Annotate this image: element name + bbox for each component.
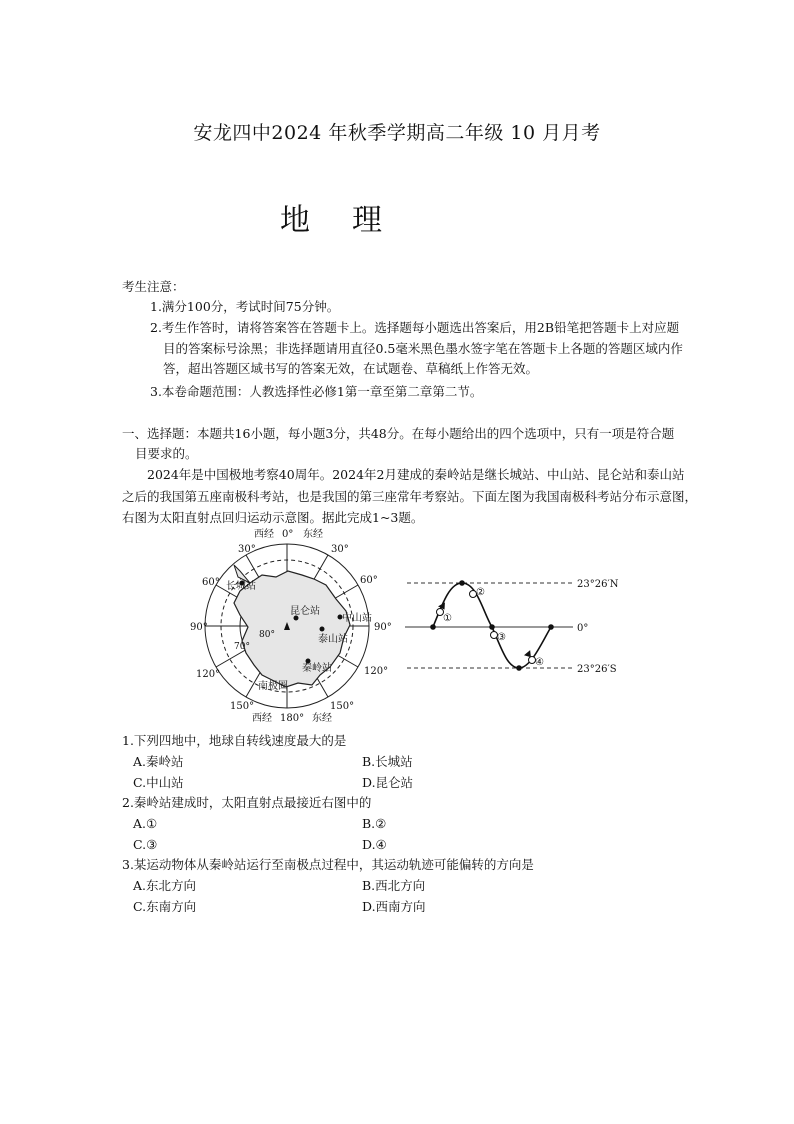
question-2-option-b[interactable]: B.② — [362, 816, 387, 831]
question-3-option-a[interactable]: A.东北方向 — [133, 878, 197, 893]
map-label-lat80: 80° — [259, 630, 275, 640]
point-3-label: ③ — [497, 632, 506, 643]
map-label-30w: 30° — [238, 544, 256, 555]
station-label-kunlun: 昆仑站 — [290, 606, 320, 617]
map-label-180: 180° — [280, 713, 305, 724]
label-23s: 23°26′S — [577, 664, 617, 675]
question-3-option-b[interactable]: B.西北方向 — [362, 878, 426, 893]
passage-line-3: 右图为太阳直射点回归运动示意图。据此完成1~3题。 — [122, 510, 424, 525]
question-2-stem: 2.秦岭站建成时，太阳直射点最接近右图中的 — [122, 795, 372, 810]
subsolar-point-chart — [405, 572, 670, 677]
label-23n: 23°26′N — [577, 579, 619, 590]
station-label-changcheng: 长城站 — [226, 581, 256, 592]
notice-item-1: 1.满分100分，考试时间75分钟。 — [150, 299, 340, 314]
station-label-qinling: 秦岭站 — [302, 663, 332, 674]
passage-line-2: 之后的我国第五座南极科考站，也是我国的第三座常年考察站。下面左图为我国南极科考站分布示意图， — [122, 489, 698, 504]
question-1-stem: 1.下列四地中，地球自转线速度最大的是 — [122, 733, 347, 748]
question-2-option-c[interactable]: C.③ — [133, 837, 158, 852]
notice-item-2-cont: 目的答案标号涂黑；非选择题请用直径0.5毫米黑色墨水签字笔在答题卡上各题的答题区域内作 — [163, 341, 683, 356]
question-3-option-d[interactable]: D.西南方向 — [362, 899, 426, 914]
question-2-option-d[interactable]: D.④ — [362, 837, 387, 852]
section-heading: 一、选择题：本题共16小题，每小题3分，共48分。在每小题给出的四个选项中，只有一项是符合题 — [122, 426, 675, 441]
notice-item-2-cont2: 答，超出答题区域书写的答案无效，在试题卷、草稿纸上作答无效。 — [163, 361, 539, 376]
notice-item-3: 3.本卷命题范围：人教选择性必修1第一章至第二章第二节。 — [150, 384, 483, 399]
sea-label: 南极圈 — [258, 681, 288, 692]
map-label-30e: 30° — [331, 544, 349, 555]
point-2-label: ② — [476, 587, 485, 598]
question-3-option-c[interactable]: C.东南方向 — [133, 899, 197, 914]
taishan-marker — [320, 627, 325, 632]
station-label-taishan: 泰山站 — [318, 634, 348, 645]
map-label-east-bottom: 东经 — [312, 713, 332, 724]
question-3-stem: 3.某运动物体从秦岭站运行至南极点过程中，其运动轨迹可能偏转的方向是 — [122, 857, 534, 872]
question-1-option-d[interactable]: D.昆仑站 — [362, 775, 414, 790]
map-label-120w: 120° — [196, 669, 221, 680]
map-label-60w: 60° — [202, 577, 220, 588]
map-label-150e: 150° — [330, 701, 355, 712]
question-1-option-a[interactable]: A.秦岭站 — [133, 754, 184, 769]
question-2-option-a[interactable]: A.① — [133, 816, 158, 831]
map-label-60e: 60° — [360, 575, 378, 586]
question-1-option-b[interactable]: B.长城站 — [362, 754, 413, 769]
exam-title: 安龙四中2024 年秋季学期高二年级 10 月月考 — [193, 122, 601, 144]
question-1-option-c[interactable]: C.中山站 — [133, 775, 184, 790]
point-1-label: ① — [443, 613, 452, 624]
section-heading-cont: 目要求的。 — [135, 446, 198, 461]
passage-line-1: 2024年是中国极地考察40周年。2024年2月建成的秦岭站是继长城站、中山站、昆仑站和泰山站 — [147, 467, 685, 482]
point-4-label: ④ — [535, 657, 544, 668]
map-label-150w: 150° — [230, 701, 255, 712]
map-label-120e: 120° — [364, 666, 389, 677]
map-label-west-bottom: 西经 — [252, 713, 272, 724]
subject-title: 地理 — [280, 203, 424, 238]
map-label-0: 0° — [282, 529, 294, 540]
label-0: 0° — [577, 623, 589, 634]
map-label-west: 西经 — [254, 529, 274, 540]
map-label-90e: 90° — [374, 622, 392, 633]
notice-heading: 考生注意： — [122, 279, 185, 294]
station-label-zhongshan: 中山站 — [342, 613, 372, 624]
map-label-90w: 90° — [190, 622, 208, 633]
map-label-lat70: 70° — [234, 642, 250, 652]
antarctic-station-map — [190, 525, 395, 725]
map-label-east: 东经 — [303, 529, 323, 540]
notice-item-2: 2.考生作答时，请将答案答在答题卡上。选择题每小题选出答案后，用2B铅笔把答题卡上对应题 — [150, 320, 680, 335]
